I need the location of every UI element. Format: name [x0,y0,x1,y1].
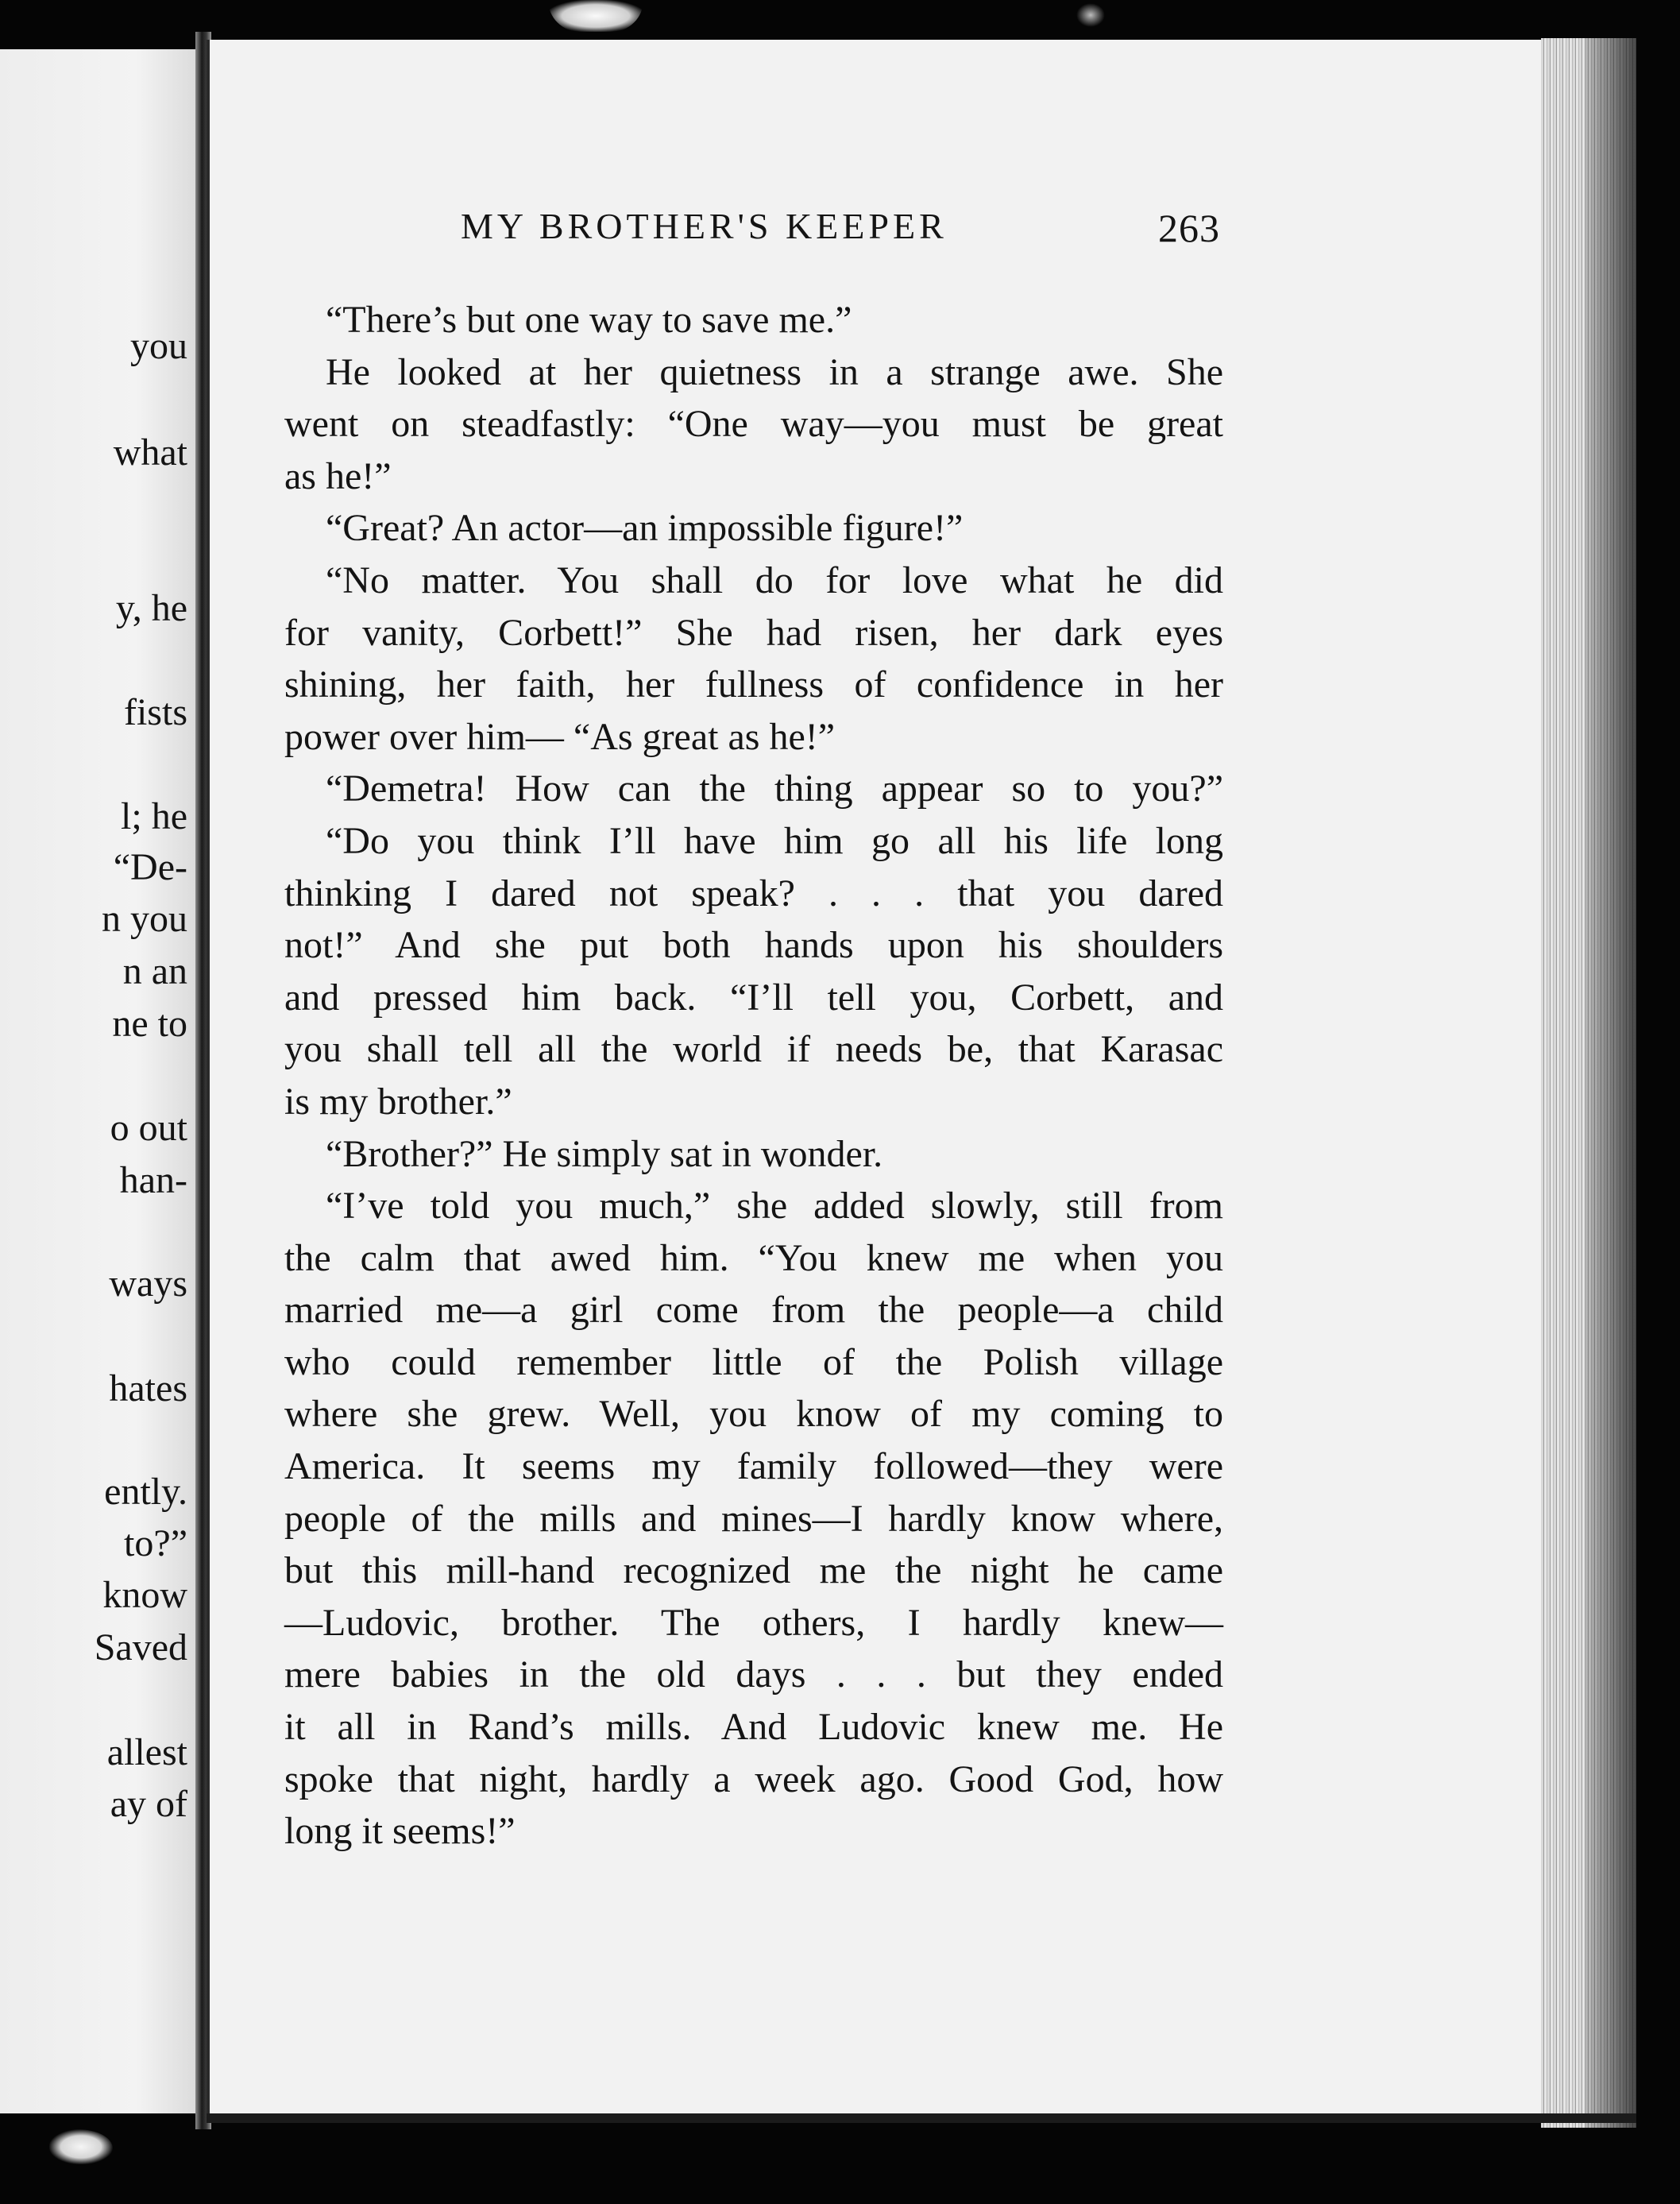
left-page-fragment: n an [122,950,187,992]
text-line: and pressed him back. “I’ll tell you, Corbett, and [284,976,1223,1019]
left-page-fragment: o out [110,1107,187,1149]
text-line: spoke that night, hardly a week ago. Good God, how [284,1757,1223,1800]
running-head: MY BROTHER'S KEEPER [461,206,948,246]
text-line: not!” And she put both hands upon his shoulders [284,924,1223,967]
left-page-fragment: Saved [94,1626,187,1668]
page-bottom-edge [207,2113,1636,2123]
left-page-fragment: allest [106,1731,187,1773]
left-page-fragment: “De- [113,846,187,888]
scan-blemish [1076,3,1105,27]
left-page-fragment: fists [123,691,187,733]
text-line: “Brother?” He simply sat in wonder. [326,1132,883,1175]
left-page-fragment: what [113,431,187,474]
left-page-fragment: you [130,325,187,367]
left-page-fragment: han- [119,1159,187,1201]
left-page-fragment: ways [109,1262,187,1305]
page-number: 263 [1158,206,1220,250]
text-line: “Demetra! How can the thing appear so to you?” [326,768,1223,810]
text-line: the calm that awed him. “You knew me when you [284,1236,1223,1279]
text-line: mere babies in the old days . . . but they ended [284,1653,1223,1696]
text-line: but this mill-hand recognized me the night he came [284,1549,1223,1592]
text-line: it all in Rand’s mills. And Ludovic knew me. He [284,1706,1223,1749]
text-line: thinking I dared not speak? . . . that you dared [284,872,1223,914]
left-page-fragment: ently. [104,1471,187,1513]
left-page-fragment: l; he [121,795,187,837]
text-line: “There’s but one way to save me.” [326,299,852,341]
scan-blemish [548,0,643,32]
body-text [284,294,1223,1858]
text-line: “Great? An actor—an impossible figure!” [326,507,964,550]
left-page [0,49,195,2113]
text-line: long it seems!” [284,1810,516,1853]
scan-blemish [49,2129,113,2164]
text-line: married me—a girl come from the people—a child [284,1289,1223,1332]
left-page-fragment: ay of [110,1783,187,1825]
text-line: people of the mills and mines—I hardly know where, [284,1497,1223,1540]
left-page-fragment: y, he [115,587,187,629]
text-line: shining, her faith, her fullness of confidence in her [284,663,1223,706]
text-line: He looked at her quietness in a strange awe. She [326,350,1223,393]
left-page-fragment: n you [102,898,187,940]
left-page-fragment: to?” [124,1522,187,1564]
text-line: “I’ve told you much,” she added slowly, still from [326,1185,1223,1228]
text-line: where she grew. Well, you know of my coming to [284,1393,1223,1436]
text-line: America. It seems my family followed—they were [284,1445,1223,1488]
text-line: —Ludovic, brother. The others, I hardly knew— [284,1601,1223,1644]
text-line: power over him— “As great as he!” [284,715,836,758]
left-page-fragment: hates [109,1367,187,1409]
text-line: “No matter. You shall do for love what he did [326,559,1223,601]
text-line: “Do you think I’ll have him go all his life long [326,819,1223,862]
left-page-fragment: ne to [112,1003,187,1045]
text-line: went on steadfastly: “One way—you must be great [284,403,1223,446]
text-line: as he!” [284,454,392,497]
page-edges-shadow [1585,38,1636,2128]
text-line: for vanity, Corbett!” She had risen, her dark eyes [284,611,1223,654]
left-page-fragment: know [102,1574,187,1616]
text-line: you shall tell all the world if needs be, that Karasac [284,1028,1223,1071]
text-line: who could remember little of the Polish village [284,1340,1223,1383]
text-line: is my brother.” [284,1080,512,1123]
